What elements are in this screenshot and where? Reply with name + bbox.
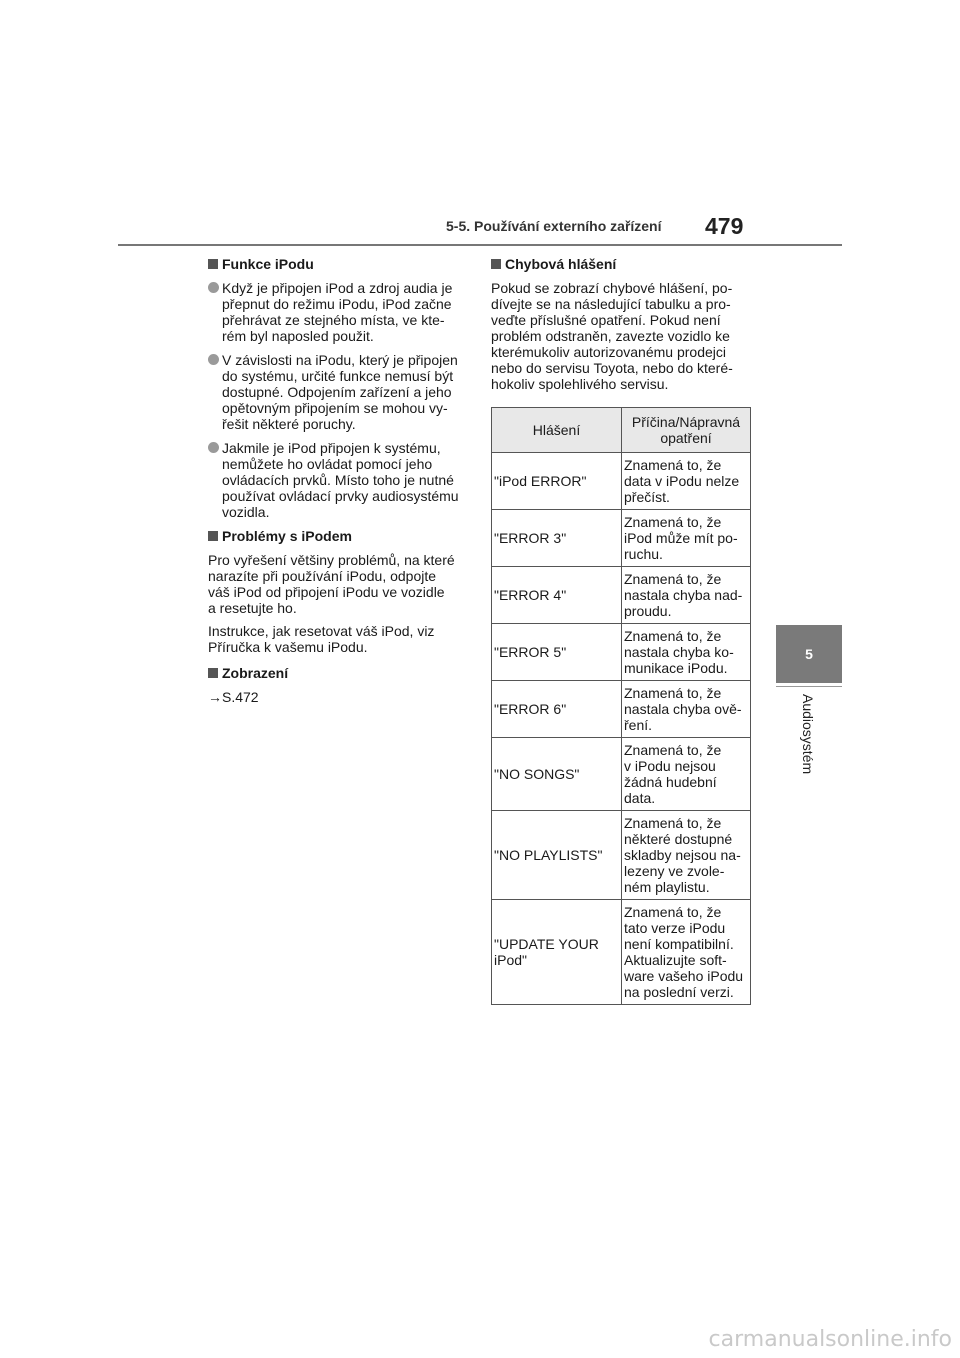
heading-problemy-text: Problémy s iPodem <box>222 528 352 544</box>
section-title: 5-5. Používání externího zařízení <box>446 218 662 234</box>
round-bullet-icon <box>208 282 219 293</box>
column-header-cause: Příčina/Nápravná opatření <box>622 408 751 453</box>
text-line: Aktualizujte soft- <box>624 952 727 968</box>
text-line: Znamená to, že <box>624 815 722 831</box>
error-message-cell <box>492 900 622 1005</box>
text-line: problém odstraněn, zavezte vozidlo ke <box>491 328 730 344</box>
error-message-cell <box>492 738 622 811</box>
text-line: přehrávat ze stejného místa, ve kte- <box>222 312 445 328</box>
text-line: rém byl naposled použit. <box>222 328 374 344</box>
funkce-bullet-list <box>208 280 470 520</box>
text-line: ware vašeho iPodu <box>624 968 744 984</box>
text-line: "iPod ERROR" <box>494 473 587 489</box>
error-cause-cell <box>622 811 751 900</box>
bullet-text <box>222 352 458 432</box>
error-cause-cell <box>622 510 751 567</box>
bullet-item <box>208 440 470 520</box>
watermark: carmanualsonline.info <box>708 1327 952 1352</box>
error-message-cell <box>492 567 622 624</box>
text-line: v iPodu nejsou <box>624 758 716 774</box>
chapter-number: 5 <box>805 646 813 662</box>
text-line: "NO PLAYLISTS" <box>494 847 603 863</box>
text-line: "ERROR 4" <box>494 587 567 603</box>
error-table <box>491 407 751 1005</box>
text-line: Jakmile je iPod připojen k systému, <box>222 440 441 456</box>
error-cause-cell <box>622 681 751 738</box>
text-line: na poslední verzi. <box>624 984 734 1000</box>
error-message-cell <box>492 681 622 738</box>
text-line: Znamená to, že <box>624 904 722 920</box>
bullet-item <box>208 280 470 344</box>
text-line: dostupné. Odpojením zařízení a jeho <box>222 384 452 400</box>
table-row <box>492 567 751 624</box>
text-line: proudu. <box>624 603 672 619</box>
square-bullet-icon <box>208 531 218 541</box>
error-table-body <box>492 453 751 1005</box>
text-line: ření. <box>624 717 653 733</box>
text-line: "ERROR 5" <box>494 644 567 660</box>
error-cause-cell <box>622 453 751 510</box>
text-line: data. <box>624 790 656 806</box>
text-line: "ERROR 6" <box>494 701 567 717</box>
text-line: veďte příslušné opatření. Pokud není <box>491 312 721 328</box>
page-number: 479 <box>705 213 744 239</box>
text-line: dívejte se na následující tabulku a pro- <box>491 296 731 312</box>
error-cause-cell <box>622 900 751 1005</box>
round-bullet-icon <box>208 442 219 453</box>
text-line: opětovným připojením se mohou vy- <box>222 400 448 416</box>
text-line: narazíte při používání iPodu, odpojte <box>208 568 437 584</box>
text-line: nebo do servisu Toyota, nebo do které- <box>491 360 733 376</box>
error-cause-cell <box>622 624 751 681</box>
text-line: iPod může mít po- <box>624 530 738 546</box>
bullet-text <box>222 440 459 520</box>
square-bullet-icon <box>208 668 218 678</box>
text-line: "UPDATE YOUR <box>494 936 599 952</box>
text-line: nastala chyba nad- <box>624 587 743 603</box>
table-row <box>492 453 751 510</box>
text-line: data v iPodu nelze <box>624 473 740 489</box>
heading-zobrazeni-text: Zobrazení <box>222 665 289 681</box>
text-line: Znamená to, že <box>624 571 722 587</box>
table-row <box>492 510 751 567</box>
text-line: ruchu. <box>624 546 663 562</box>
text-line: a resetujte ho. <box>208 600 297 616</box>
text-line: nastala chyba ko- <box>624 644 734 660</box>
text-line: přepnut do režimu iPodu, iPod začne <box>222 296 452 312</box>
text-line: používat ovládací prvky audiosystému <box>222 488 459 504</box>
text-line: ném playlistu. <box>624 879 710 895</box>
text-line: munikace iPodu. <box>624 660 728 676</box>
text-line: lezeny ve zvole- <box>624 863 725 879</box>
header-divider <box>118 244 842 246</box>
text-line: Znamená to, že <box>624 457 722 473</box>
text-line: přečíst. <box>624 489 670 505</box>
text-line: Znamená to, že <box>624 514 722 530</box>
text-line: Znamená to, že <box>624 628 722 644</box>
error-message-cell <box>492 510 622 567</box>
table-row <box>492 811 751 900</box>
error-message-cell <box>492 453 622 510</box>
heading-funkce <box>208 256 470 272</box>
bullet-text <box>222 280 452 344</box>
text-line: nemůžete ho ovládat pomocí jeho <box>222 456 433 472</box>
square-bullet-icon <box>491 259 501 269</box>
text-line: do systému, určité funkce nemusí být <box>222 368 454 384</box>
problemy-paragraph-1 <box>208 552 470 616</box>
text-line: ovládacích prvků. Místo toho je nutné <box>222 472 454 488</box>
left-column <box>208 256 470 712</box>
text-line: vozidla. <box>222 504 270 520</box>
intro-paragraph <box>491 280 753 392</box>
error-message-cell <box>492 811 622 900</box>
text-line: Když je připojen iPod a zdroj audia je <box>222 280 453 296</box>
text-line: žádná hudební <box>624 774 717 790</box>
text-line: váš iPod od připojení iPodu ve vozidle <box>208 584 445 600</box>
error-cause-cell <box>622 738 751 811</box>
table-row <box>492 624 751 681</box>
text-line: tato verze iPodu <box>624 920 726 936</box>
text-line: "ERROR 3" <box>494 530 567 546</box>
text-line: Znamená to, že <box>624 685 722 701</box>
heading-zobrazeni <box>208 665 470 681</box>
table-header-row <box>492 408 751 453</box>
right-column <box>491 256 753 1005</box>
text-line: Pro vyřešení většiny problémů, na které <box>208 552 455 568</box>
text-line: Příručka k vašemu iPodu. <box>208 639 368 655</box>
problemy-paragraph-2 <box>208 623 470 655</box>
heading-problemy <box>208 528 470 544</box>
text-line: nastala chyba ově- <box>624 701 742 717</box>
heading-chybova-text: Chybová hlášení <box>505 256 617 272</box>
round-bullet-icon <box>208 354 219 365</box>
heading-funkce-text: Funkce iPodu <box>222 256 314 272</box>
table-row <box>492 681 751 738</box>
text-line: některé dostupné <box>624 831 733 847</box>
text-line: "NO SONGS" <box>494 766 580 782</box>
text-line: V závislosti na iPodu, který je připojen <box>222 352 458 368</box>
square-bullet-icon <box>208 259 218 269</box>
text-line: Znamená to, že <box>624 742 722 758</box>
text-line: skladby nejsou na- <box>624 847 741 863</box>
bullet-item <box>208 352 470 432</box>
table-row <box>492 738 751 811</box>
page-reference-link[interactable]: →S.472 <box>208 689 259 705</box>
text-line: řešit některé poruchy. <box>222 416 356 432</box>
text-line: není kompatibilní. <box>624 936 734 952</box>
column-header-message: Hlášení <box>492 408 622 453</box>
text-line: hokoliv spolehlivého servisu. <box>491 376 669 392</box>
text-line: kterémukoliv autorizovanému prodejci <box>491 344 726 360</box>
chapter-label: Audiosystém <box>800 694 816 775</box>
chapter-tab <box>776 625 842 683</box>
table-row <box>492 900 751 1005</box>
heading-chybova <box>491 256 753 272</box>
chapter-tab-divider <box>776 686 842 687</box>
text-line: iPod" <box>494 952 527 968</box>
error-message-cell <box>492 624 622 681</box>
error-cause-cell <box>622 567 751 624</box>
text-line: Instrukce, jak resetovat váš iPod, viz <box>208 623 435 639</box>
text-line: Pokud se zobrazí chybové hlášení, po- <box>491 280 733 296</box>
